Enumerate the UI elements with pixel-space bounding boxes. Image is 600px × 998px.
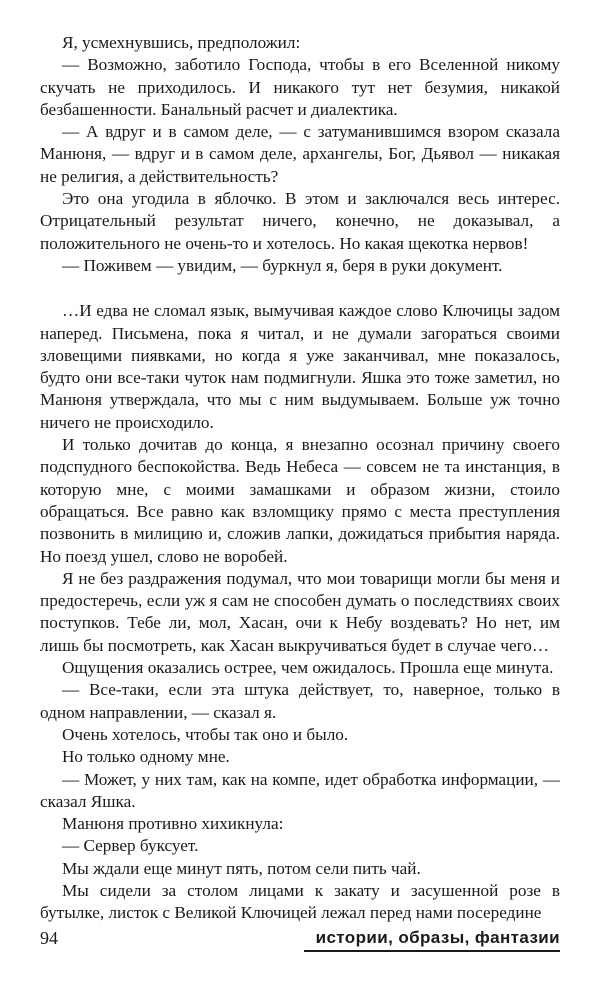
paragraph: И только дочитав до конца, я внезапно осознал причину своего подспудного беспокойства. Ведь Небеса — совсем не та инстанция, в которую мне, с моими замашками и образом жизни, стоило обращаться. Все равно как взломщику прямо с места преступления позвонить в милицию и, сложив лапки, дожидаться прибытия наряда. Но поезд ушел, слово не воробей.	[40, 435, 560, 566]
section-gap	[40, 277, 560, 300]
paragraph: — Возможно, заботило Господа, чтобы в его Вселенной никому скучать не приходилось. И никакого тут нет безумия, никакой безбашенности. Банальный расчет и диалектика.	[40, 55, 560, 119]
paragraph: Ощущения оказались острее, чем ожидалось. Прошла еще минута.	[62, 658, 554, 678]
paragraph: Я, усмехнувшись, предположил:	[62, 33, 301, 52]
paragraph: Я не без раздражения подумал, что мои товарищи могли бы меня и предостеречь, если уж я сам не способен думать о последствиях своих поступков. Тебе ли, мол, Хасан, очи к Небу воздевать? Но нет, им лишь бы посмотреть, как Хасан выкручиваться будет в случае чего…	[40, 568, 560, 655]
paragraph: — А вдруг и в самом деле, — с затуманившимся взором сказала Манюня, — вдруг и в самом деле, архангелы, Бог, Дьявол — никакая не религия, а действительность?	[40, 122, 560, 186]
paragraph: Это она угодила в яблочко. В этом и заключался весь интерес. Отрицательный результат ничего, конечно, не доказывал, а положительного не очень-то и хотелось. Но какая щекотка нервов!	[40, 189, 560, 253]
paragraph: Очень хотелось, чтобы так оно и было.	[62, 724, 349, 744]
paragraph: Но только одному мне.	[62, 747, 230, 767]
paragraph: Манюня противно хихикнула:	[62, 814, 284, 834]
paragraph: — Сервер буксует.	[62, 836, 199, 856]
paragraph: — Может, у них там, как на компе, идет обработка информации, — сказал Яшка.	[40, 769, 560, 811]
paragraph: Мы сидели за столом лицами к закату и засушенной розе в бутылке, листок с Великой Ключицей лежал перед нами посередине	[40, 880, 560, 923]
paragraph: Мы ждали еще минут пять, потом сели пить чай.	[62, 858, 421, 878]
paragraph: …И едва не сломал язык, вымучивая каждое слово Ключицы задом наперед. Письмена, пока я читал, и не думали загораться своими зловещими пиявками, но когда я уже заканчивал, мне показалось, будто они все-таки чуток нам подмигнули. Яшка это тоже заметил, но Манюня утверждала, что мы с ним выдумываем. Больше уж точно ничего не происходило.	[40, 301, 560, 432]
page-body	[40, 32, 560, 925]
paragraph: — Все-таки, если эта штука действует, то, наверное, только в одном направлении, — сказал я.	[40, 680, 560, 722]
running-title: истории, образы, фантазии	[315, 928, 560, 947]
paragraph: — Поживем — увидим, — буркнул я, беря в руки документ.	[62, 255, 503, 275]
page-number: 94	[40, 928, 58, 948]
page-footer	[40, 928, 560, 954]
footer-rule	[304, 950, 560, 952]
